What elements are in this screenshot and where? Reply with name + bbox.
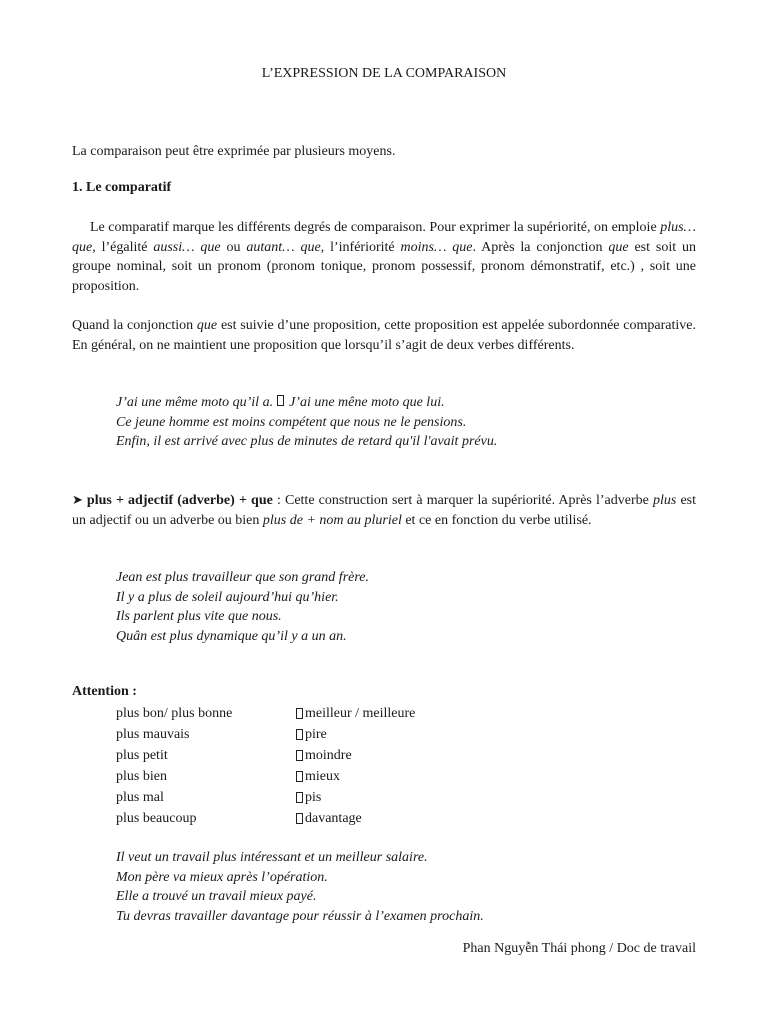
attention-label: Attention : [72, 684, 137, 699]
missing-glyph-icon [296, 750, 303, 761]
missing-glyph-icon [296, 813, 303, 824]
examples-block-2 [116, 568, 369, 646]
table-row: plus mauvais pire [116, 727, 327, 742]
examples-block-1 [116, 393, 497, 452]
examples-block-3 [116, 848, 484, 926]
example-line: Ils parlent plus vite que nous. [116, 609, 282, 624]
example-line: Mon père va mieux après l’opération. [116, 869, 328, 885]
arrow-bullet-icon: ➤ [72, 492, 83, 507]
example-line: J’ai une même moto qu’il a. J’ai une mêne moto que lui. [116, 395, 445, 410]
table-row: plus bien mieux [116, 769, 340, 784]
table-row: plus beaucoup davantage [116, 811, 362, 826]
example-line: Jean est plus travailleur que son grand frère. [116, 570, 370, 585]
example-line: Quân est plus dynamique qu’il y a un an. [116, 628, 347, 644]
missing-glyph-icon [296, 792, 303, 803]
section-heading: 1. Le comparatif [72, 180, 172, 195]
missing-glyph-icon [277, 395, 284, 406]
page-title: L’EXPRESSION DE LA COMPARAISON [261, 66, 507, 81]
table-row: plus bon/ plus bonne meilleur / meilleure [116, 706, 416, 721]
comparatif-paragraph: Le comparatif marque les différents degrés de comparaison. Pour exprimer la supériorité, on emploie plus… que, l’égalité aussi… que ou autant… que, l’infériorité moins… que. Après la conjonction que est soit un groupe nominal, soit un pronom (pronom tonique, pronom possessif, pronom démonstratif, etc.) , soit une proposition. [72, 220, 696, 294]
example-line: Tu devras travailler davantage pour réussir à l’examen prochain. [116, 908, 484, 924]
page-footer: Phan Nguyễn Thái phong / Doc de travail [462, 941, 696, 956]
example-line: Ce jeune homme est moins compétent que nous ne le pensions. [116, 414, 467, 430]
intro-paragraph: La comparaison peut être exprimée par plusieurs moyens. [72, 144, 396, 159]
conjonction-paragraph: Quand la conjonction que est suivie d’une proposition, cette proposition est appelée subordonnée comparative. En général, on ne maintient une proposition que lorsqu’il s’agit de deux verbes différents. [72, 318, 696, 353]
example-line: Enfin, il est arrivé avec plus de minutes de retard qu'il l'avait prévu. [116, 434, 498, 449]
missing-glyph-icon [296, 771, 303, 782]
example-line: Il y a plus de soleil aujourd’hui qu’hier. [116, 589, 339, 605]
table-row: plus mal pis [116, 790, 322, 805]
example-line: Il veut un travail plus intéressant et un meilleur salaire. [116, 850, 428, 865]
missing-glyph-icon [296, 729, 303, 740]
example-line: Elle a trouvé un travail mieux payé. [116, 889, 317, 904]
plus-adjectif-paragraph: ➤ plus + adjectif (adverbe) + que : Cette construction sert à marquer la supériorité. Après l’adverbe plus est un adjectif ou un adverbe ou bien plus de + nom au pluriel et ce en fonction du verbe utilisé. [72, 492, 697, 528]
table-row: plus petit moindre [116, 748, 352, 763]
missing-glyph-icon [296, 708, 303, 719]
irregular-comparatives-table [116, 703, 415, 829]
